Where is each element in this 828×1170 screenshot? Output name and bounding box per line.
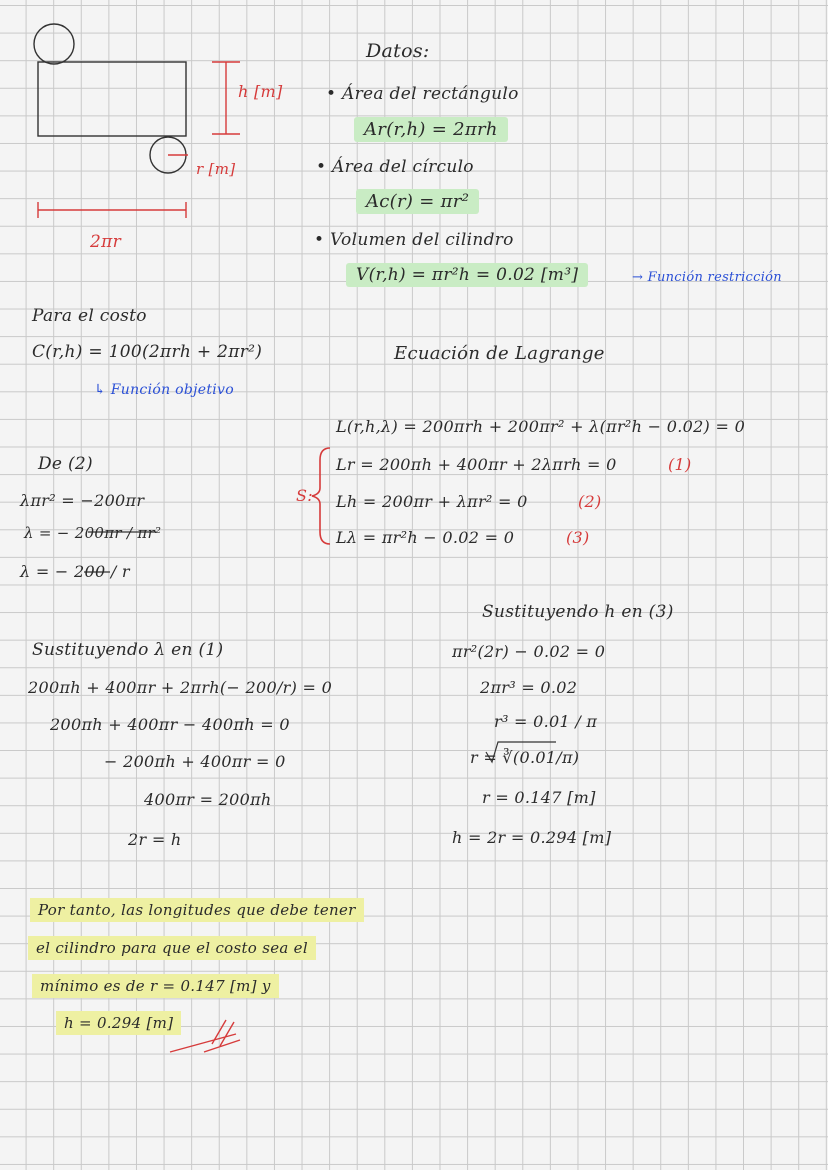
- datos-item-3-label: • Volumen del cilindro: [314, 230, 514, 250]
- lagrange-title: Ecuación de Lagrange: [394, 343, 605, 364]
- sust-lambda-title: Sustituyendo λ en (1): [32, 640, 224, 660]
- sust-h-title: Sustituyendo h en (3): [482, 602, 674, 622]
- sust-lambda-line-2: 200πh + 400πr − 400πh = 0: [50, 715, 290, 734]
- width-label: 2πr: [90, 232, 122, 252]
- system-eq-2-number: (2): [578, 492, 602, 511]
- conclusion-line-2: el cilindro para que el costo sea el: [28, 936, 316, 960]
- de2-title: De (2): [38, 454, 93, 474]
- system-eq-2: Lh = 200πr + λπr² = 0: [336, 492, 528, 511]
- datos-item-1-formula: Ar(r,h) = 2πrh: [354, 117, 508, 142]
- sust-h-line-6: h = 2r = 0.294 [m]: [452, 828, 612, 847]
- sust-h-line-2: 2πr³ = 0.02: [480, 678, 578, 697]
- conclusion-line-3: mínimo es de r = 0.147 [m] y: [32, 974, 279, 998]
- datos-title: Datos:: [366, 40, 430, 62]
- lagrange-equation: L(r,h,λ) = 200πrh + 200πr² + λ(πr²h − 0.02) = 0: [336, 417, 746, 436]
- costo-title: Para el costo: [32, 306, 147, 326]
- system-eq-1: Lr = 200πh + 400πr + 2λπrh = 0: [336, 455, 617, 474]
- conclusion-line-4: h = 0.294 [m]: [56, 1011, 181, 1035]
- system-eq-1-number: (1): [668, 455, 692, 474]
- datos-item-2-formula: Ac(r) = πr²: [356, 189, 479, 214]
- lateral-rectangle: [38, 62, 186, 136]
- conclusion-line-1: Por tanto, las longitudes que debe tener: [30, 898, 364, 922]
- restriction-note: → Función restricción: [632, 270, 782, 285]
- sust-h-line-3: r³ = 0.01 / π: [494, 712, 598, 731]
- sust-lambda-line-4: 400πr = 200πh: [144, 790, 272, 809]
- sust-h-line-5: r = 0.147 [m]: [482, 788, 596, 807]
- height-label: h [m]: [238, 82, 283, 101]
- sust-h-line-1: πr²(2r) − 0.02 = 0: [452, 642, 606, 661]
- sust-lambda-line-5: 2r = h: [128, 830, 182, 849]
- datos-item-2-label: • Área del círculo: [316, 157, 474, 177]
- de2-line-1: λπr² = −200πr: [20, 491, 145, 510]
- objective-note: ↳ Función objetivo: [94, 382, 234, 398]
- system-label: S:: [296, 486, 313, 505]
- sust-lambda-line-3: − 200πh + 400πr = 0: [104, 752, 286, 771]
- costo-formula: C(r,h) = 100(2πrh + 2πr²): [32, 342, 263, 362]
- system-eq-3: Lλ = πr²h − 0.02 = 0: [336, 528, 515, 547]
- de2-line-2: λ = − 200πr / πr²: [24, 524, 162, 542]
- sust-lambda-line-1: 200πh + 400πr + 2πrh(− 200/r) = 0: [28, 678, 333, 697]
- top-circle: [34, 24, 74, 64]
- system-brace: [312, 448, 330, 544]
- datos-item-3-formula: V(r,h) = πr²h = 0.02 [m³]: [346, 263, 588, 287]
- datos-item-1-label: • Área del rectángulo: [326, 84, 519, 104]
- radius-label: r [m]: [196, 160, 236, 178]
- de2-line-3: λ = − 200 / r: [20, 562, 130, 581]
- system-eq-3-number: (3): [566, 528, 590, 547]
- sust-h-line-4: r = ∛(0.01/π): [470, 748, 580, 767]
